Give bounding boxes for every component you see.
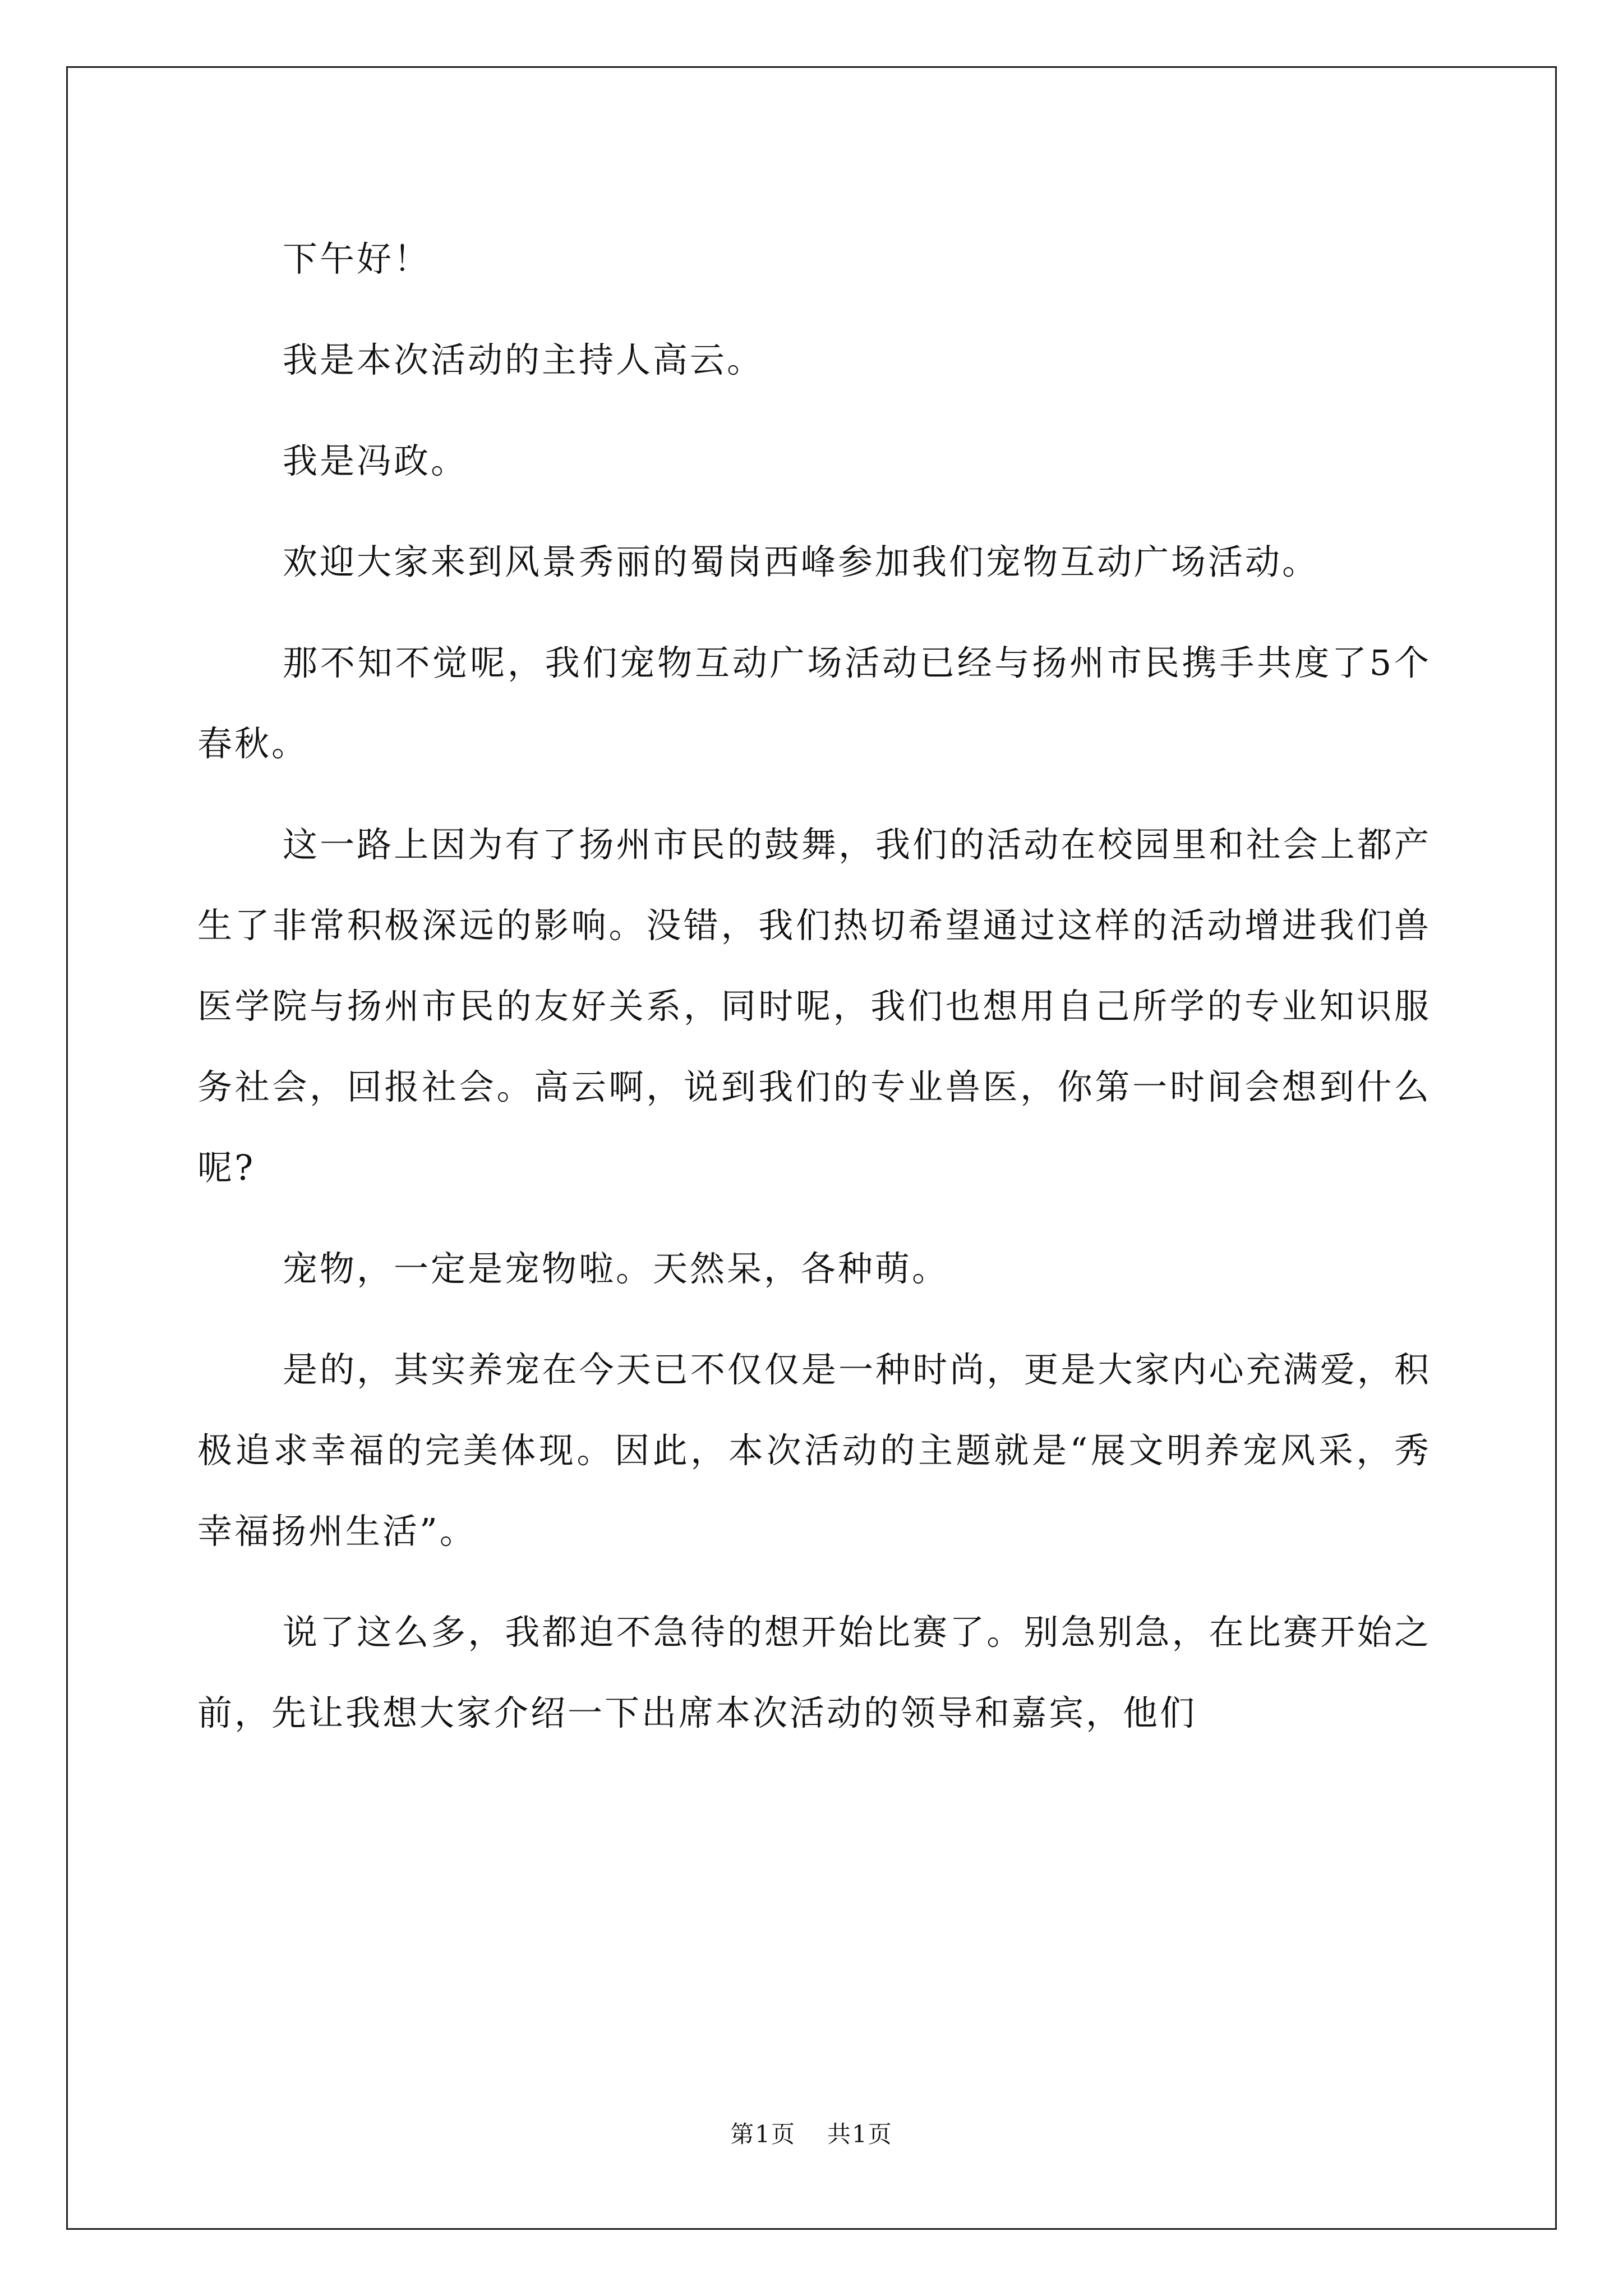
paragraph-greeting: 下午好！ bbox=[283, 238, 431, 279]
page-number-total: 共1页 bbox=[827, 2120, 893, 2148]
page-footer bbox=[0, 2116, 1623, 2150]
paragraph-cohost-intro: 我是冯政。 bbox=[283, 440, 468, 481]
document-body bbox=[197, 219, 1431, 1754]
page-number-current: 第1页 bbox=[730, 2120, 796, 2148]
paragraph-five-years: 那不知不觉呢，我们宠物互动广场活动已经与扬州市民携手共度了5个春秋。 bbox=[197, 642, 1431, 764]
paragraph-guests: 说了这么多，我都迫不急待的想开始比赛了。别急别急，在比赛开始之前，先让我想大家介绍一下出席本次活动的领导和嘉宾，他们 bbox=[197, 1612, 1431, 1733]
paragraph-theme: 是的，其实养宠在今天已不仅仅是一种时尚，更是大家内心充满爱，积极追求幸福的完美体现。因此，本次活动的主题就是“展文明养宠风采，秀幸福扬州生活”。 bbox=[197, 1349, 1431, 1552]
paragraph-host-intro: 我是本次活动的主持人高云。 bbox=[283, 339, 764, 380]
paragraph-influence: 这一路上因为有了扬州市民的鼓舞，我们的活动在校园里和社会上都产生了非常积极深远的影响。没错，我们热切希望通过这样的活动增进我们兽医学院与扬州市民的友好关系，同时呢，我们也想用自己所学的专业知识服务社会，回报社会。高云啊，说到我们的专业兽医，你第一时间会想到什么呢? bbox=[197, 824, 1431, 1188]
paragraph-pets: 宠物，一定是宠物啦。天然呆，各种萌。 bbox=[283, 1248, 949, 1289]
paragraph-welcome: 欢迎大家来到风景秀丽的蜀岗西峰参加我们宠物互动广场活动。 bbox=[283, 541, 1320, 582]
